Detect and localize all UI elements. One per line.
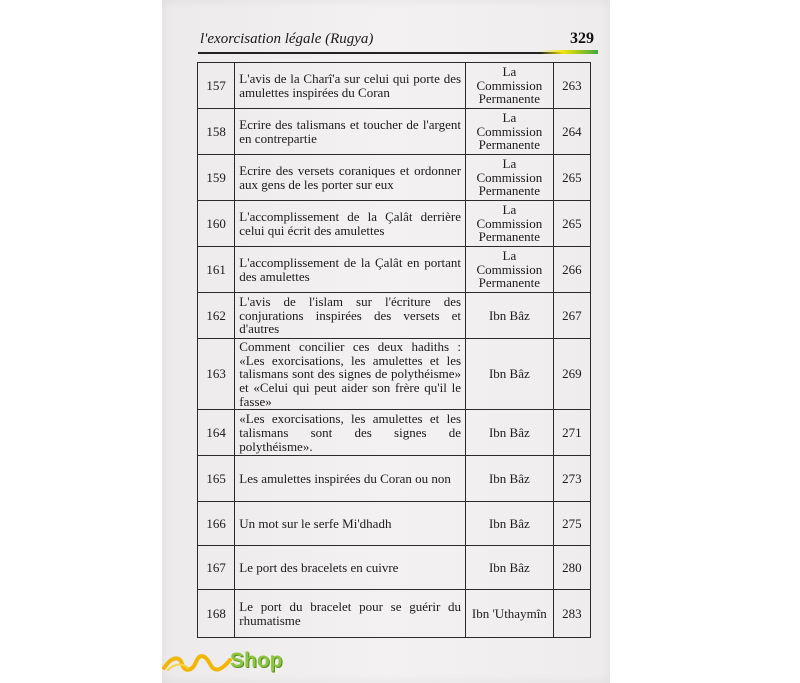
entry-author: La Commission Permanente	[466, 247, 554, 293]
entry-page: 265	[553, 201, 590, 247]
entry-author: Ibn Bâz	[466, 410, 554, 456]
entry-number: 159	[198, 155, 235, 201]
entry-number: 168	[198, 590, 235, 638]
entry-title: Un mot sur le serfe Mi'dhadh	[235, 502, 466, 546]
entry-title: Le port des bracelets en cuivre	[235, 546, 466, 590]
running-title: l'exorcisation légale (Rugya)	[200, 31, 374, 47]
entry-title: Ecrire des versets coraniques et ordonner aux gens de les porter sur eux	[235, 155, 466, 201]
entry-title: L'avis de l'islam sur l'écriture des conjurations inspirées des versets et d'autres	[235, 293, 466, 339]
entry-number: 160	[198, 201, 235, 247]
entry-author: La Commission Permanente	[466, 63, 554, 109]
entry-author: Ibn 'Uthaymîn	[466, 590, 554, 638]
table-row	[198, 546, 591, 590]
entry-title: Comment concilier ces deux hadiths : «Les exorcisations, les amulettes et les talismans sont des signes de polythéisme» et «Celui qui peut aider son frère qu'il le fasse»	[235, 339, 466, 410]
entry-title: «Les exorcisations, les amulettes et les talismans sont des signes de polythéisme».	[235, 410, 466, 456]
table-row	[198, 247, 591, 293]
contents-table-body	[198, 63, 591, 638]
entry-page: 266	[553, 247, 590, 293]
entry-page: 283	[553, 590, 590, 638]
entry-page: 280	[553, 546, 590, 590]
entry-number: 158	[198, 109, 235, 155]
header-rule-accent	[540, 50, 598, 54]
entry-page: 275	[553, 502, 590, 546]
entry-number: 161	[198, 247, 235, 293]
table-row	[198, 502, 591, 546]
swirl-logo-icon	[162, 654, 232, 674]
entry-author: Ibn Bâz	[466, 456, 554, 502]
table-row	[198, 590, 591, 638]
entry-title: Le port du bracelet pour se guérir du rhumatisme	[235, 590, 466, 638]
entry-title: Les amulettes inspirées du Coran ou non	[235, 456, 466, 502]
table-row	[198, 410, 591, 456]
table-row	[198, 293, 591, 339]
table-row	[198, 109, 591, 155]
entry-page: 273	[553, 456, 590, 502]
entry-author: La Commission Permanente	[466, 201, 554, 247]
entry-author: Ibn Bâz	[466, 502, 554, 546]
shop-wordmark: Shop	[230, 649, 283, 672]
table-row	[198, 155, 591, 201]
table-row	[198, 201, 591, 247]
entry-number: 163	[198, 339, 235, 410]
entry-number: 162	[198, 293, 235, 339]
entry-number: 166	[198, 502, 235, 546]
table-row	[198, 456, 591, 502]
table-row	[198, 63, 591, 109]
entry-number: 157	[198, 63, 235, 109]
entry-page: 267	[553, 293, 590, 339]
header-rule	[198, 52, 598, 54]
entry-title: L'accomplissement de la Çalât derrière celui qui écrit des amulettes	[235, 201, 466, 247]
running-head	[198, 27, 596, 49]
entry-title: Ecrire des talismans et toucher de l'argent en contrepartie	[235, 109, 466, 155]
shop-logo	[162, 648, 302, 678]
contents-table	[197, 62, 591, 638]
entry-author: La Commission Permanente	[466, 155, 554, 201]
entry-page: 263	[553, 63, 590, 109]
entry-title: L'avis de la Charî'a sur celui qui porte des amulettes inspirées du Coran	[235, 63, 466, 109]
entry-author: Ibn Bâz	[466, 546, 554, 590]
entry-number: 165	[198, 456, 235, 502]
entry-author: Ibn Bâz	[466, 293, 554, 339]
page-number: 329	[570, 30, 594, 47]
entry-page: 264	[553, 109, 590, 155]
entry-page: 271	[553, 410, 590, 456]
entry-number: 167	[198, 546, 235, 590]
entry-number: 164	[198, 410, 235, 456]
entry-author: Ibn Bâz	[466, 339, 554, 410]
entry-page: 269	[553, 339, 590, 410]
table-row	[198, 339, 591, 410]
entry-title: L'accomplissement de la Çalât en portant des amulettes	[235, 247, 466, 293]
entry-author: La Commission Permanente	[466, 109, 554, 155]
entry-page: 265	[553, 155, 590, 201]
